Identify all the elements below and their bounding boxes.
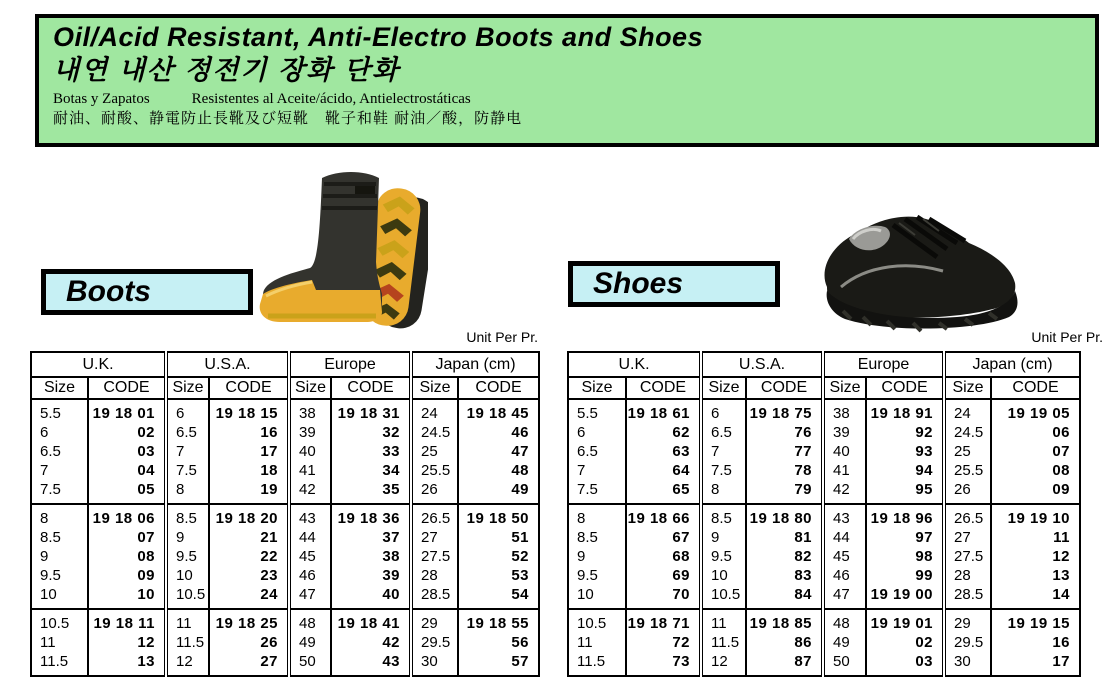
code-cell: 19 18 50 [458, 504, 539, 528]
code-cell: 08 [991, 461, 1080, 480]
code-header: CODE [746, 377, 823, 399]
table-row [568, 585, 1080, 609]
code-cell: 19 18 96 [866, 504, 944, 528]
code-header: CODE [331, 377, 411, 399]
size-cell: 50 [823, 652, 866, 676]
size-cell: 45 [823, 547, 866, 566]
table-row [568, 566, 1080, 585]
page-title-korean: 내연 내산 정전기 장화 단화 [53, 55, 400, 85]
code-cell: 62 [626, 423, 701, 442]
size-cell: 9 [577, 548, 586, 565]
size-cell: 44 [289, 528, 331, 547]
code-cell: 84 [746, 585, 823, 609]
boots-photo [252, 166, 428, 334]
code-cell: 63 [626, 442, 701, 461]
shoes-block-2 [568, 504, 1080, 609]
code-cell: 49 [458, 480, 539, 504]
code-header: CODE [866, 377, 944, 399]
size-cell: 7.5 [577, 481, 598, 498]
code-cell: 12 [88, 633, 166, 652]
size-cell: 45 [289, 547, 331, 566]
code-header: CODE [991, 377, 1080, 399]
size-cell: 28.5 [411, 585, 458, 609]
code-cell: 07 [88, 528, 166, 547]
code-cell: 19 19 15 [991, 609, 1080, 633]
size-cell: 27.5 [411, 547, 458, 566]
size-cell: 10 [577, 586, 594, 603]
code-cell: 47 [458, 442, 539, 461]
boots-block-1 [31, 399, 539, 504]
column-header-row [568, 377, 1080, 399]
code-cell: 19 18 20 [209, 504, 289, 528]
size-cell: 29.5 [944, 633, 991, 652]
size-cell: 25.5 [944, 461, 991, 480]
size-cell: 6.5 [166, 423, 209, 442]
code-cell: 46 [458, 423, 539, 442]
table-row [31, 652, 539, 676]
size-cell: 8.5 [577, 529, 598, 546]
code-cell: 12 [991, 547, 1080, 566]
size-cell: 10.5 [166, 585, 209, 609]
size-header: Size [823, 377, 866, 399]
code-cell: 69 [626, 566, 701, 585]
size-cell: 24.5 [411, 423, 458, 442]
code-cell: 19 18 75 [746, 399, 823, 423]
code-cell: 19 19 10 [991, 504, 1080, 528]
size-cell: 10 [166, 566, 209, 585]
code-cell: 03 [88, 442, 166, 461]
code-cell: 19 18 85 [746, 609, 823, 633]
size-cell: 47 [823, 585, 866, 609]
region-header-japan: Japan (cm) [944, 352, 1080, 377]
size-cell: 6 [701, 399, 746, 423]
code-cell: 94 [866, 461, 944, 480]
boots-size-table [30, 351, 540, 677]
code-cell: 54 [458, 585, 539, 609]
code-cell: 19 18 36 [331, 504, 411, 528]
size-cell: 42 [289, 480, 331, 504]
size-cell: 41 [823, 461, 866, 480]
size-cell: 9.5 [577, 567, 598, 584]
code-cell: 09 [88, 566, 166, 585]
code-cell: 16 [209, 423, 289, 442]
size-cell: 12 [701, 652, 746, 676]
code-cell: 42 [331, 633, 411, 652]
code-cell: 53 [458, 566, 539, 585]
code-cell: 22 [209, 547, 289, 566]
size-cell: 27 [944, 528, 991, 547]
code-cell: 19 18 91 [866, 399, 944, 423]
size-cell: 10 [40, 586, 57, 603]
size-cell: 10 [701, 566, 746, 585]
size-header: Size [166, 377, 209, 399]
table-row [568, 480, 1080, 504]
region-header-europe: Europe [289, 352, 411, 377]
code-cell: 92 [866, 423, 944, 442]
code-cell: 19 18 61 [626, 399, 701, 423]
code-cell: 70 [626, 585, 701, 609]
size-cell: 6.5 [577, 443, 598, 460]
shoes-size-table [567, 351, 1081, 677]
size-header: Size [568, 377, 626, 399]
code-cell: 19 [209, 480, 289, 504]
table-row [31, 399, 539, 423]
code-cell: 19 18 71 [626, 609, 701, 633]
size-cell: 10.5 [577, 615, 607, 632]
size-cell: 11 [166, 609, 209, 633]
code-cell: 56 [458, 633, 539, 652]
size-cell: 24 [944, 399, 991, 423]
size-cell: 9 [166, 528, 209, 547]
size-cell: 8 [166, 480, 209, 504]
size-cell: 38 [823, 399, 866, 423]
size-cell: 11.5 [701, 633, 746, 652]
size-cell: 25 [944, 442, 991, 461]
shoes-label: Shoes [593, 267, 684, 300]
size-cell: 44 [823, 528, 866, 547]
code-cell: 72 [626, 633, 701, 652]
table-row [31, 442, 539, 461]
size-cell: 7.5 [701, 461, 746, 480]
code-cell: 03 [866, 652, 944, 676]
code-cell: 83 [746, 566, 823, 585]
region-header-uk: U.K. [568, 352, 701, 377]
code-cell: 86 [746, 633, 823, 652]
code-cell: 33 [331, 442, 411, 461]
region-header-uk: U.K. [31, 352, 166, 377]
code-cell: 81 [746, 528, 823, 547]
code-cell: 19 18 31 [331, 399, 411, 423]
size-cell: 11 [701, 609, 746, 633]
size-cell: 39 [289, 423, 331, 442]
table-row [568, 423, 1080, 442]
code-cell: 11 [991, 528, 1080, 547]
size-cell: 39 [823, 423, 866, 442]
code-cell: 19 18 80 [746, 504, 823, 528]
table-row [568, 633, 1080, 652]
boots-label: Boots [66, 275, 151, 308]
code-cell: 13 [991, 566, 1080, 585]
code-cell: 09 [991, 480, 1080, 504]
code-cell: 19 18 41 [331, 609, 411, 633]
shoes-block-3 [568, 609, 1080, 676]
size-cell: 40 [289, 442, 331, 461]
region-header-usa: U.S.A. [701, 352, 823, 377]
table-row [568, 461, 1080, 480]
code-cell: 17 [991, 652, 1080, 676]
column-header-row [31, 377, 539, 399]
boots-unit-label: Unit Per Pr. [466, 329, 538, 345]
boots-block-3 [31, 609, 539, 676]
size-cell: 25.5 [411, 461, 458, 480]
region-header-row [568, 352, 1080, 377]
size-cell: 29 [411, 609, 458, 633]
size-cell: 7.5 [40, 481, 61, 498]
size-cell: 6 [166, 399, 209, 423]
code-cell: 19 19 01 [866, 609, 944, 633]
table-row [568, 399, 1080, 423]
code-cell: 76 [746, 423, 823, 442]
shoes-unit-label: Unit Per Pr. [1031, 329, 1103, 345]
code-cell: 78 [746, 461, 823, 480]
size-cell: 5.5 [40, 405, 61, 422]
table-row [31, 609, 539, 633]
size-cell: 11.5 [166, 633, 209, 652]
code-cell: 26 [209, 633, 289, 652]
size-cell: 43 [823, 504, 866, 528]
size-cell: 10.5 [701, 585, 746, 609]
code-cell: 40 [331, 585, 411, 609]
size-cell: 8 [40, 510, 49, 527]
table-row [31, 504, 539, 528]
code-header: CODE [209, 377, 289, 399]
table-row [568, 652, 1080, 676]
size-cell: 6 [577, 424, 586, 441]
table-row [31, 566, 539, 585]
size-cell: 43 [289, 504, 331, 528]
size-cell: 7 [166, 442, 209, 461]
size-cell: 8.5 [40, 529, 61, 546]
code-cell: 02 [866, 633, 944, 652]
size-cell: 42 [823, 480, 866, 504]
code-cell: 19 19 05 [991, 399, 1080, 423]
size-cell: 11.5 [577, 653, 606, 670]
size-cell: 9.5 [40, 567, 61, 584]
size-header: Size [701, 377, 746, 399]
code-cell: 07 [991, 442, 1080, 461]
table-row [31, 480, 539, 504]
table-row [568, 504, 1080, 528]
size-cell: 10.5 [40, 615, 70, 632]
code-cell: 19 18 01 [88, 399, 166, 423]
code-cell: 04 [88, 461, 166, 480]
code-cell: 39 [331, 566, 411, 585]
code-cell: 17 [209, 442, 289, 461]
code-cell: 43 [331, 652, 411, 676]
size-cell: 24.5 [944, 423, 991, 442]
size-header: Size [944, 377, 991, 399]
code-cell: 97 [866, 528, 944, 547]
subtitle-cjk: 耐油、耐酸、静電防止長靴及び短靴 靴子和鞋 耐油／酸，防静电 [53, 110, 523, 127]
size-cell: 8.5 [166, 504, 209, 528]
size-cell: 30 [411, 652, 458, 676]
size-cell: 28 [411, 566, 458, 585]
subtitle-spanish-1: Botas y Zapatos [53, 91, 150, 107]
code-cell: 67 [626, 528, 701, 547]
code-cell: 13 [88, 652, 166, 676]
subtitle-spanish-row [53, 90, 1085, 108]
code-cell: 02 [88, 423, 166, 442]
size-cell: 48 [289, 609, 331, 633]
region-header-usa: U.S.A. [166, 352, 289, 377]
table-row [31, 461, 539, 480]
size-cell: 26 [944, 480, 991, 504]
code-header: CODE [88, 377, 166, 399]
size-cell: 27.5 [944, 547, 991, 566]
boots-label-plate [41, 269, 253, 315]
size-cell: 38 [289, 399, 331, 423]
size-cell: 8 [577, 510, 586, 527]
code-cell: 19 18 45 [458, 399, 539, 423]
size-cell: 46 [823, 566, 866, 585]
size-cell: 7 [701, 442, 746, 461]
code-cell: 32 [331, 423, 411, 442]
code-cell: 19 18 06 [88, 504, 166, 528]
code-cell: 06 [991, 423, 1080, 442]
table-row [568, 442, 1080, 461]
size-cell: 40 [823, 442, 866, 461]
size-cell: 11 [577, 634, 593, 651]
size-cell: 5.5 [577, 405, 598, 422]
code-cell: 82 [746, 547, 823, 566]
code-cell: 24 [209, 585, 289, 609]
table-row [31, 585, 539, 609]
size-cell: 6.5 [701, 423, 746, 442]
size-cell: 7 [40, 462, 49, 479]
code-cell: 48 [458, 461, 539, 480]
size-cell: 46 [289, 566, 331, 585]
table-row [568, 528, 1080, 547]
size-cell: 50 [289, 652, 331, 676]
code-cell: 19 18 66 [626, 504, 701, 528]
code-cell: 19 18 55 [458, 609, 539, 633]
subtitle-spanish-2: Resistentes al Aceite/ácido, Antielectrostáticas [191, 91, 471, 107]
code-cell: 14 [991, 585, 1080, 609]
code-cell: 10 [88, 585, 166, 609]
code-cell: 38 [331, 547, 411, 566]
size-header: Size [411, 377, 458, 399]
code-cell: 77 [746, 442, 823, 461]
size-cell: 26.5 [411, 504, 458, 528]
table-row [568, 547, 1080, 566]
code-cell: 23 [209, 566, 289, 585]
shoes-label-plate [568, 261, 780, 307]
table-row [568, 609, 1080, 633]
region-header-row [31, 352, 539, 377]
shoes-block-1 [568, 399, 1080, 504]
code-header: CODE [458, 377, 539, 399]
size-cell: 9 [40, 548, 49, 565]
boots-block-2 [31, 504, 539, 609]
code-cell: 35 [331, 480, 411, 504]
shoes-photo [797, 191, 1033, 333]
code-cell: 93 [866, 442, 944, 461]
code-cell: 19 19 00 [866, 585, 944, 609]
code-cell: 65 [626, 480, 701, 504]
size-cell: 7.5 [166, 461, 209, 480]
size-cell: 30 [944, 652, 991, 676]
table-row [31, 528, 539, 547]
code-cell: 79 [746, 480, 823, 504]
size-header: Size [31, 377, 88, 399]
code-cell: 19 18 25 [209, 609, 289, 633]
size-cell: 47 [289, 585, 331, 609]
size-cell: 6.5 [40, 443, 61, 460]
size-cell: 11.5 [40, 653, 69, 670]
size-cell: 48 [823, 609, 866, 633]
size-cell: 9.5 [701, 547, 746, 566]
size-cell: 28.5 [944, 585, 991, 609]
size-cell: 8.5 [701, 504, 746, 528]
code-cell: 57 [458, 652, 539, 676]
code-cell: 08 [88, 547, 166, 566]
code-cell: 87 [746, 652, 823, 676]
size-cell: 24 [411, 399, 458, 423]
code-cell: 27 [209, 652, 289, 676]
code-cell: 19 18 15 [209, 399, 289, 423]
size-cell: 9.5 [166, 547, 209, 566]
region-header-japan: Japan (cm) [411, 352, 539, 377]
size-cell: 9 [701, 528, 746, 547]
table-row [31, 633, 539, 652]
size-cell: 49 [823, 633, 866, 652]
code-cell: 99 [866, 566, 944, 585]
page-title-english: Oil/Acid Resistant, Anti-Electro Boots and Shoes [53, 22, 704, 52]
size-cell: 28 [944, 566, 991, 585]
header-banner [35, 14, 1099, 147]
code-cell: 95 [866, 480, 944, 504]
size-cell: 7 [577, 462, 586, 479]
code-cell: 98 [866, 547, 944, 566]
code-cell: 68 [626, 547, 701, 566]
code-cell: 52 [458, 547, 539, 566]
table-row [31, 423, 539, 442]
code-cell: 73 [626, 652, 701, 676]
code-cell: 18 [209, 461, 289, 480]
code-cell: 05 [88, 480, 166, 504]
size-cell: 8 [701, 480, 746, 504]
code-cell: 64 [626, 461, 701, 480]
size-cell: 49 [289, 633, 331, 652]
size-cell: 26 [411, 480, 458, 504]
size-cell: 25 [411, 442, 458, 461]
size-cell: 6 [40, 424, 49, 441]
code-header: CODE [626, 377, 701, 399]
table-row [31, 547, 539, 566]
code-cell: 34 [331, 461, 411, 480]
code-cell: 37 [331, 528, 411, 547]
size-cell: 11 [40, 634, 56, 651]
code-cell: 21 [209, 528, 289, 547]
size-cell: 41 [289, 461, 331, 480]
size-cell: 29 [944, 609, 991, 633]
region-header-europe: Europe [823, 352, 944, 377]
code-cell: 19 18 11 [88, 609, 166, 633]
code-cell: 51 [458, 528, 539, 547]
size-cell: 27 [411, 528, 458, 547]
size-cell: 12 [166, 652, 209, 676]
size-header: Size [289, 377, 331, 399]
code-cell: 16 [991, 633, 1080, 652]
size-cell: 29.5 [411, 633, 458, 652]
size-cell: 26.5 [944, 504, 991, 528]
